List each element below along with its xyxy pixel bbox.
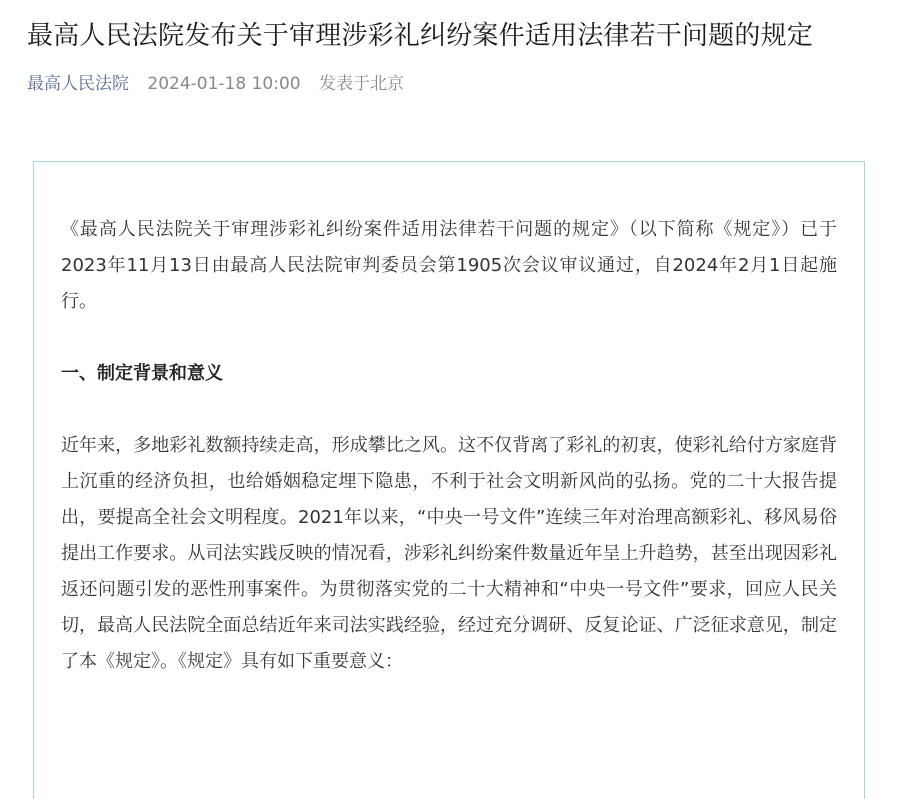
article-source-link[interactable]: 最高人民法院 xyxy=(27,74,129,94)
article-location: 发表于北京 xyxy=(319,74,405,94)
section-body-paragraph: 近年来，多地彩礼数额持续走高，形成攀比之风。这不仅背离了彩礼的初衷，使彩礼给付方家庭背上沉重的经济负担，也给婚姻稳定埋下隐患，不利于社会文明新风尚的弘扬。党的二十大报告提出，要提高全社会文明程度。2021年以来，“中央一号文件”连续三年对治理高额彩礼、移风易俗提出工作要求。从司法实践反映的情况看，涉彩礼纠纷案件数量近年呈上升趋势，甚至出现因彩礼返还问题引发的恶性刑事案件。为贯彻落实党的二十大精神和“中央一号文件”要求，回应人民关切，最高人民法院全面总结近年来司法实践经验，经过充分调研、反复论证、广泛征求意见，制定了本《规定》。《规定》具有如下重要意义： xyxy=(61,435,837,672)
article-datetime: 2024-01-18 10:00 xyxy=(147,74,301,94)
article-title: 最高人民法院发布关于审理涉彩礼纠纷案件适用法律若干问题的规定 xyxy=(27,21,814,51)
intro-paragraph: 《最高人民法院关于审理涉彩礼纠纷案件适用法律若干问题的规定》（以下简称《规定》）已于2023年11月13日由最高人民法院审判委员会第1905次会议审议通过，自2024年2月1日起施行。 xyxy=(61,219,837,312)
article-content-box xyxy=(33,161,865,799)
article-meta xyxy=(27,70,417,98)
section-heading: 一、制定背景和意义 xyxy=(61,363,223,384)
